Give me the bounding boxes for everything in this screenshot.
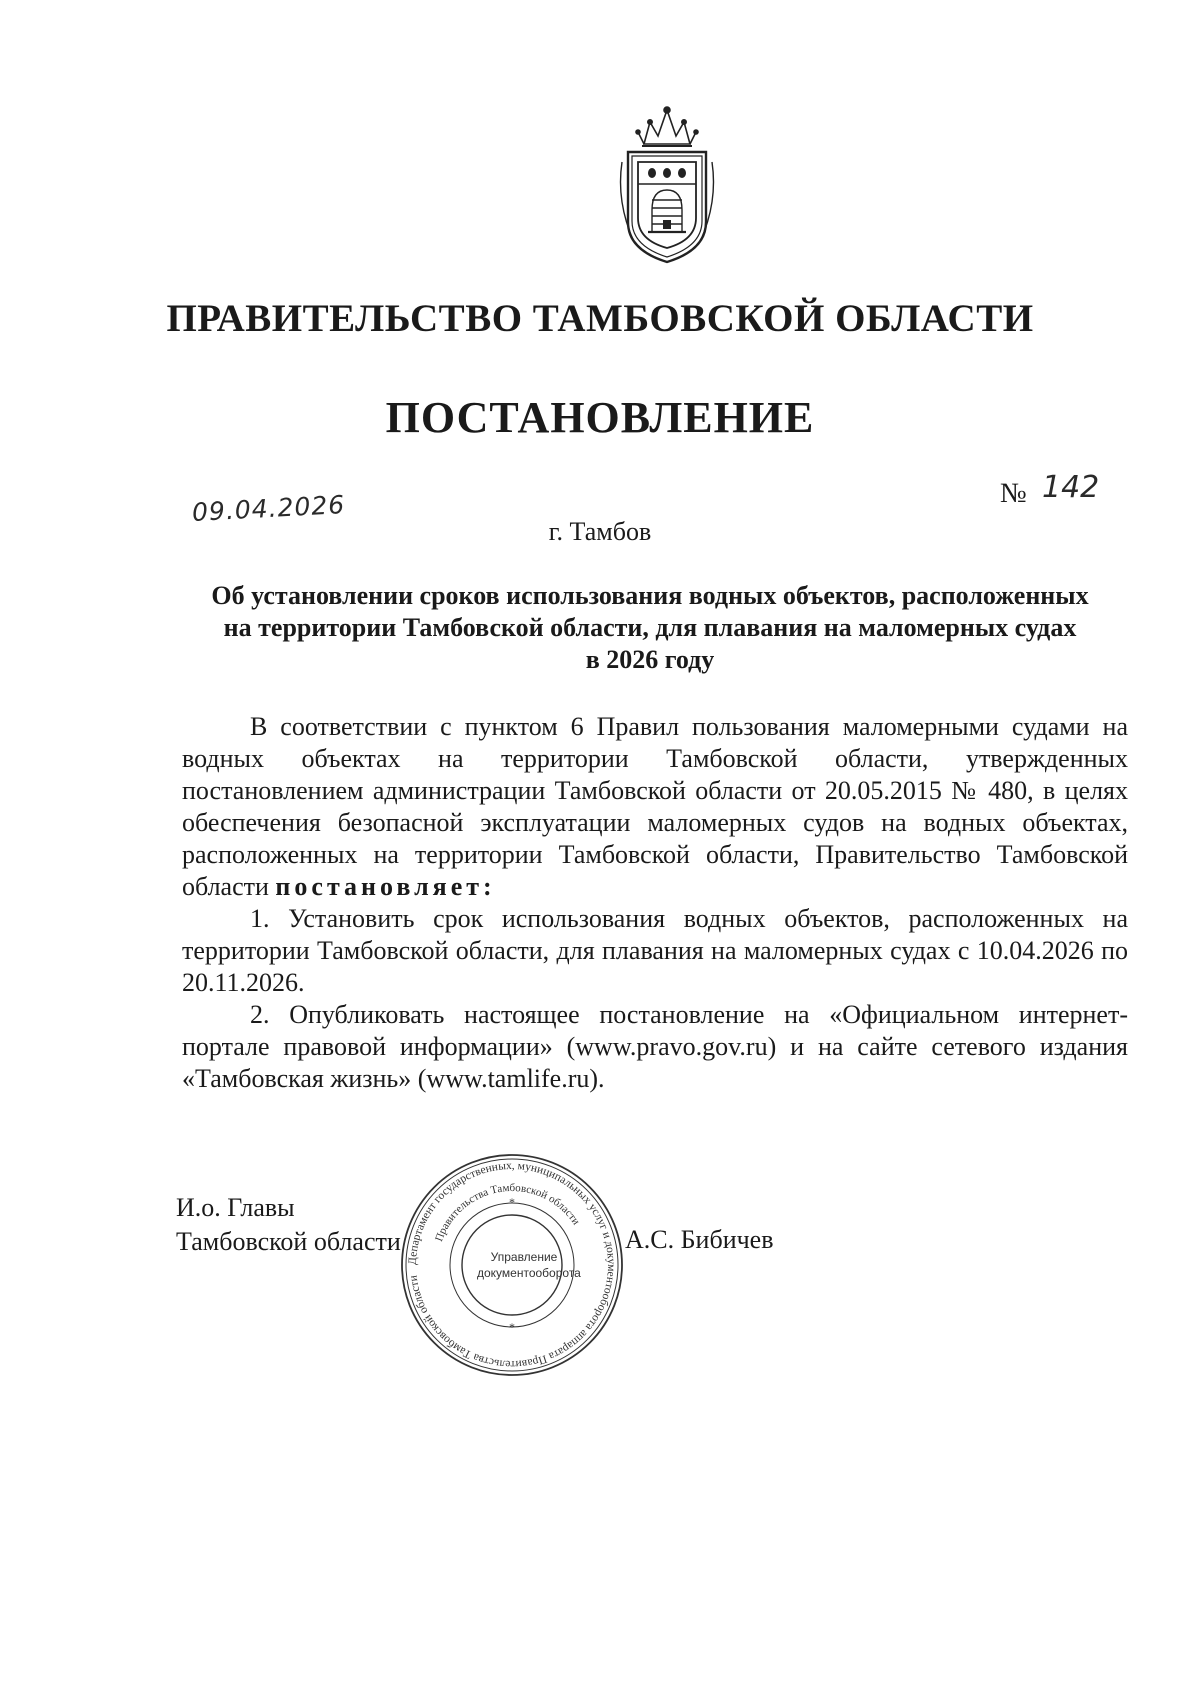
item-1: 1. Установить срок использования водных объектов, расположенных на территории Тамбовской области, для плавания на маломерных судах с 10.04.2026 по 20.11.2026. bbox=[182, 904, 1128, 997]
subject-line: на территории Тамбовской области, для плавания на маломерных судах bbox=[223, 613, 1077, 642]
svg-text:*: * bbox=[509, 1195, 515, 1209]
document-body bbox=[182, 711, 1128, 1095]
item-2: 2. Опубликовать настоящее постановление на «Официальном интернет-портале правовой информации» (www.pravo.gov.ru) и на сайте сетевого издания «Тамбовская жизнь» (www.tamlife.ru). bbox=[182, 1000, 1128, 1093]
government-title: ПРАВИТЕЛЬСТВО ТАМБОВСКОЙ ОБЛАСТИ bbox=[166, 297, 1034, 340]
svg-text:*: * bbox=[509, 1320, 515, 1334]
seal-center-line: Управление bbox=[490, 1250, 558, 1264]
seal-center-line: документооборота bbox=[477, 1266, 581, 1280]
seal-inner-text: Правительства Тамбовской области bbox=[433, 1181, 583, 1244]
resolves-word: постановляет: bbox=[275, 872, 496, 901]
subject-line: Об установлении сроков использования водных объектов, расположенных bbox=[211, 581, 1089, 610]
coat-of-arms-icon bbox=[614, 102, 720, 267]
signatory-name: А.С. Бибичев bbox=[625, 1225, 774, 1254]
number-prefix: № bbox=[1000, 478, 1027, 509]
document-date: 09.04.2026 bbox=[191, 490, 346, 527]
position-line: Тамбовской области bbox=[176, 1227, 401, 1256]
position-line: И.о. Главы bbox=[176, 1193, 295, 1222]
signatory-position bbox=[176, 1191, 401, 1259]
subject-line: в 2026 году bbox=[585, 645, 715, 674]
document-subject bbox=[170, 580, 1130, 676]
document-number: 142 bbox=[1042, 470, 1100, 505]
seal-center bbox=[477, 1249, 581, 1281]
preamble-text: В соответствии с пунктом 6 Правил пользования маломерными судами на водных объектах на территории Тамбовской области, утвержденных постановлением администрации Тамбовской области от 20.05.2015 № 480, в целях обеспечения безопасной эксплуатации маломерных судов на водных объектах, расположенных на территории Тамбовской области, Правительство Тамбовской области bbox=[182, 712, 1128, 901]
preamble-paragraph bbox=[182, 711, 1128, 903]
seal-outer-text: Департамент государственных, муниципальных услуг и документооборота аппарата Правительства Тамбовской области bbox=[406, 1159, 618, 1371]
document-type: ПОСТАНОВЛЕНИЕ bbox=[385, 393, 815, 442]
city-line: г. Тамбов bbox=[548, 517, 652, 546]
